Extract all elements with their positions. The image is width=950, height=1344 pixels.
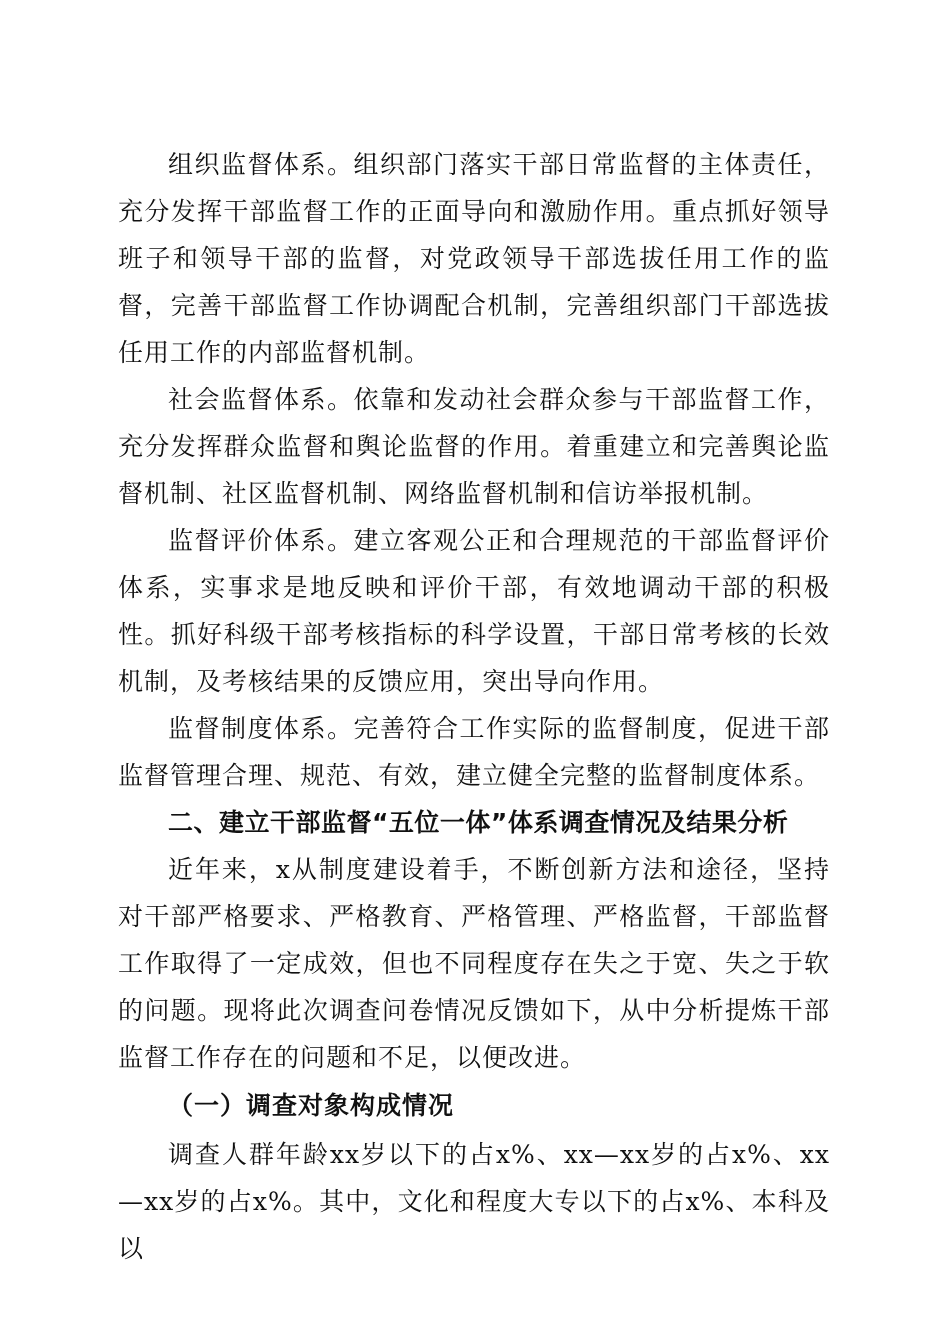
paragraph-organization-supervision: 组织监督体系。组织部门落实干部日常监督的主体责任，充分发挥干部监督工作的正面导向和激励作用。重点抓好领导班子和领导干部的监督，对党政领导干部选拔任用工作的监督，完善干部监督工作协调配合机制，完善组织部门干部选拔任用工作的内部监督机制。 [118,150,830,367]
paragraph-supervision-system: 监督制度体系。完善符合工作实际的监督制度，促进干部监督管理合理、规范、有效，建立健全完整的监督制度体系。 [118,714,830,790]
paragraph-recent-years: 近年来，x从制度建设着手，不断创新方法和途径，坚持对干部严格要求、严格教育、严格管理、严格监督，干部监督工作取得了一定成效，但也不同程度存在失之于宽、失之于软的问题。现将此次调查问卷情况反馈如下，从中分析提炼干部监督工作存在的问题和不足，以便改进。 [118,855,830,1072]
document-body [118,141,830,1272]
subsection-heading-survey-subjects: （一）调查对象构成情况 [168,1091,455,1120]
paragraph-social-supervision: 社会监督体系。依靠和发动社会群众参与干部监督工作，充分发挥群众监督和舆论监督的作用。着重建立和完善舆论监督机制、社区监督机制、网络监督机制和信访举报机制。 [118,385,830,508]
section-heading-survey: 二、建立干部监督“五位一体”体系调查情况及结果分析 [168,808,789,837]
paragraph-survey-demographics: 调查人群年龄xx岁以下的占x%、xx—xx岁的占x%、xx—xx岁的占x%。其中，文化和程度大专以下的占x%、本科及以 [118,1140,830,1263]
paragraph-supervision-evaluation: 监督评价体系。建立客观公正和合理规范的干部监督评价体系，实事求是地反映和评价干部，有效地调动干部的积极性。抓好科级干部考核指标的科学设置，干部日常考核的长效机制，及考核结果的反馈应用，突出导向作用。 [118,526,830,696]
